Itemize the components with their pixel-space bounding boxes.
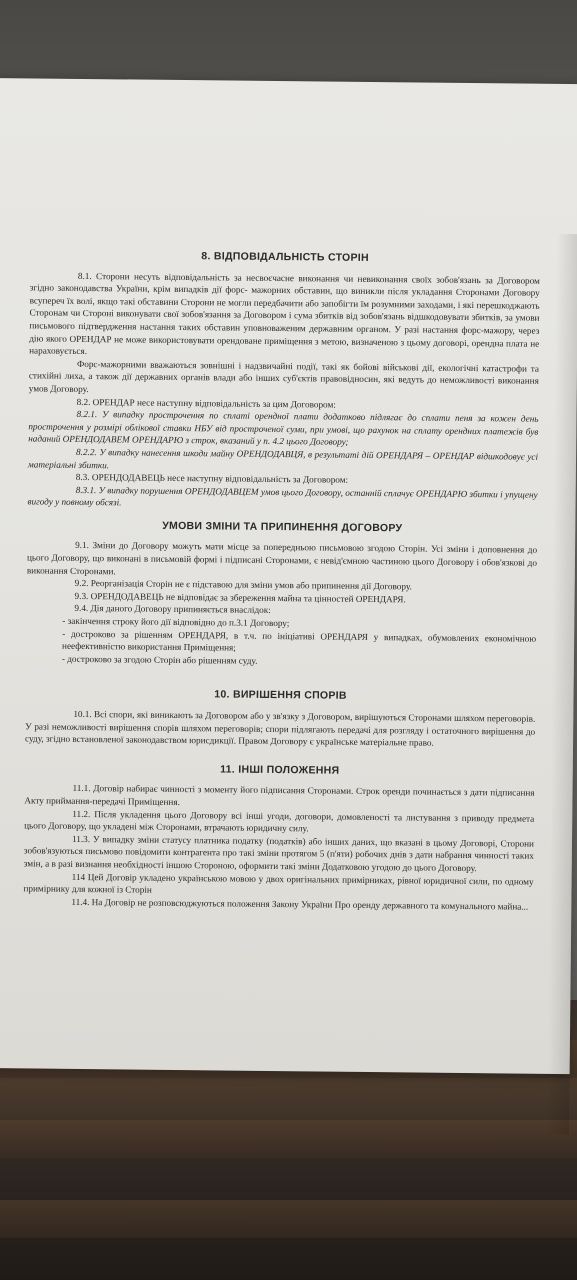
clause-9-3: 9.3. ОРЕНДОДАВЕЦЬ не відповідає за збереження майна та цінностей ОРЕНДАРЯ. bbox=[74, 590, 406, 605]
clause-9-2: 9.2. Реорганізація Сторін не є підставою для зміни умов або припинення дії Договору. bbox=[74, 578, 412, 592]
floor-board bbox=[0, 1200, 577, 1238]
clause-9-1: 9.1. Зміни до Договору можуть мати місце за попередньою письмовою згодою Сторін. Усі зміни і доповнення до цього Договору, що виконані в письмовій формі і підписані Сторонами, є невід'ємною частиною цього Договору і обов'язкові до виконання Сторонами. bbox=[26, 540, 538, 576]
termination-item: - достроково за рішенням ОРЕНДАРЯ, в т.ч. по ініціативі ОРЕНДАРЯ у випадках, обумовлених економічною неефективністю використання Приміщення; bbox=[26, 627, 536, 658]
termination-item: - достроково за згодою Сторін або рішенням суду. bbox=[26, 652, 536, 670]
section-heading-11: 11. ІНШІ ПОЛОЖЕННЯ bbox=[220, 763, 340, 777]
clause-8-2: 8.2. ОРЕНДАР несе наступну відповідальність за цим Договором: bbox=[76, 396, 336, 410]
floor-board bbox=[0, 1120, 577, 1158]
clause-11-4-copies: 114 Цей Договір укладено українською мовою у двох оригінальних примірниках, рівної юридичної сили, по одному примірнику для кожної із Сторін bbox=[23, 871, 534, 895]
clause-8-3: 8.3. ОРЕНДОДАВЕЦЬ несе наступну відповідальність за Договором: bbox=[75, 472, 349, 485]
clause-8-1: 8.1. Сторони несуть відповідальність за несвоєчасне виконання чи невиконання своїх зобов'язань за Договором згідно законодавства України, крім випадків дії форс- мажорних обставин, що виникли після укладання Сторонами Договору всупереч їх волі, якщо такі обставини Сторони не могли передбачити або запобігти їм розумними заходами, і які перешкоджають Сторонам чи Стороні виконувати свої зобов'язання за Договором і сума збитків від зобов'язань відшкодовувати збитків, за умови письмового підтвердження настання таких обставин уповноваженим державним органом. У разі настання форс-мажору, через дію якого ОРЕНДАР не може використовувати орендоване приміщення з метою, визначеною з цьому договорі, орендна плата не нараховується. bbox=[29, 270, 540, 357]
force-majeure-definition: Форс-мажорними вважаються зовнішні і надзвичайні події, такі як бойові військові дії, екологічні катастрофи та стихійні лиха, а також дії державних органів влади або інших суб'єктів правовідносин, які ведуть до неможливості виконання умов Договору. bbox=[28, 358, 540, 394]
termination-item: - закінчення строку його дії відповідно до п.3.1 Договору; bbox=[26, 614, 536, 632]
clause-8-2-1: 8.2.1. У випадку прострочення по сплаті орендної плати додатково підлягає до сплати пеня за кожен день прострочення у розмірі облікової ставки НБУ від простроченої суми, при умові, що рахунок на сплату орендних платежів був наданий ОРЕНДОДАВЕМ ОРЕНДАРЮ з строк, вказаний у п. 4.2 цього Договору; bbox=[28, 409, 539, 448]
document-page bbox=[0, 78, 577, 1074]
clause-11-1: 11.1. Договір набирає чинності з моменту його підписання Сторонами. Строк оренди починається з дати підписання Акту приймання-передачі Приміщення. bbox=[24, 783, 535, 807]
clause-11-2: 11.2. Після укладення цього Договору всі інші угоди, договори, домовленості та листування з приводу предмета цього Договору, що укладені між Сторонами, втрачають юридичну силу. bbox=[24, 808, 535, 834]
clause-8-2-2: 8.2.2. У випадку нанесення шкоди майну ОРЕНДОДАВЦЯ, в результаті дій ОРЕНДАРЯ – ОРЕНДАР відшкодовує усі матеріальні збитки. bbox=[27, 446, 539, 470]
section-heading-10: 10. ВИРІШЕННЯ СПОРІВ bbox=[214, 688, 347, 703]
clause-8-3-1: 8.3.1. У випадку порушення ОРЕНДОДАВЦЕМ умов цього Договору, останній сплачує ОРЕНДАРЮ збитки і упущену вигоду у повному обсязі. bbox=[27, 484, 538, 508]
clause-11-4-law: 11.4. На Договір не розповсюджуються положення Закону України Про оренду державного та комунального майна... bbox=[71, 896, 529, 912]
clause-9-4: 9.4. Дія даного Договору припиняється внаслідок: bbox=[74, 603, 271, 616]
clause-10-1: 10.1. Всі спори, які виникають за Договором або у зв'язку з Договором, вирішуються Сторонами шляхом переговорів. У разі неможливості вирішення спорів шляхом переговорів; спори підлягають передачі для розгляду і остаточного вирішення до суду, згідно встановленої законодавством юрисдикції. Правом Договору є українське матеріальне право. bbox=[25, 708, 536, 748]
clause-11-3: 11.3. У випадку зміни статусу платника податку (податків) або інших даних, що вказані в цьому Договорі, Сторони зобов'язуються письмово повідомити контрагента про такі зміни протягом 5 (п'яти) робочих днів з дати набрання чинності таких змін, а в разі визнання необхідності іншою Стороною, оформити такі зміни Додатковою угодою до цього Договору. bbox=[23, 833, 535, 874]
section-heading-9: УМОВИ ЗМІНИ ТА ПРИПИНЕННЯ ДОГОВОРУ bbox=[162, 519, 403, 535]
section-heading-8: 8. ВІДПОВІДАЛЬНІСТЬ СТОРІН bbox=[201, 250, 370, 264]
document-content bbox=[23, 238, 540, 913]
